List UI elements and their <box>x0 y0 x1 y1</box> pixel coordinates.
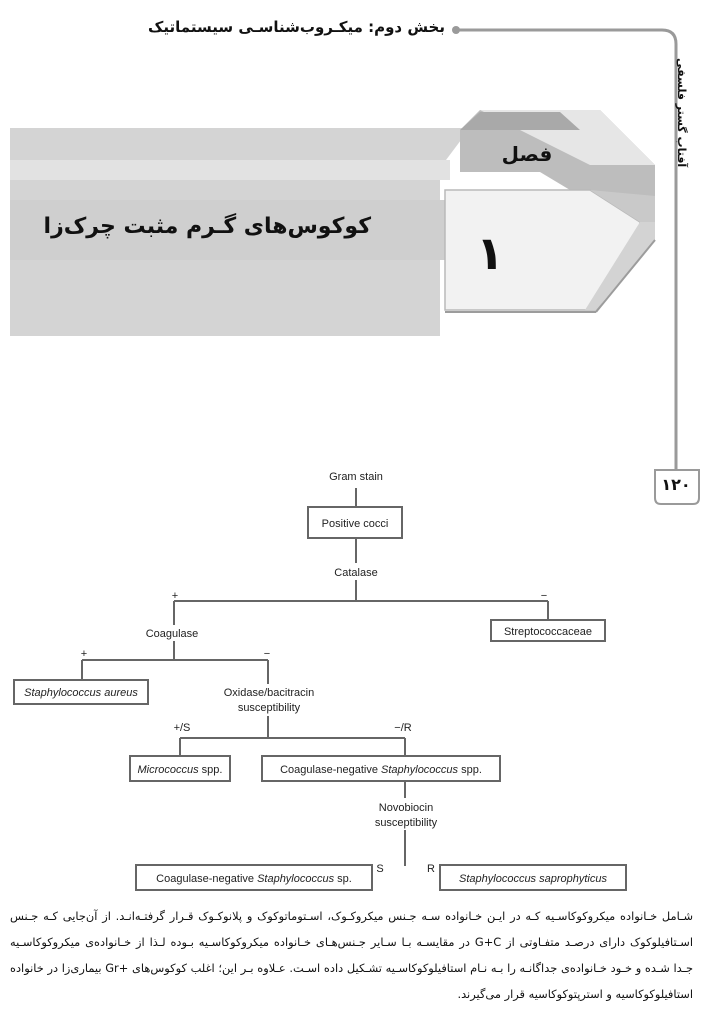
catalase-label: Catalase <box>334 567 378 579</box>
chapter-label: فصل <box>501 142 553 166</box>
novobiocin-label-line2: susceptibility <box>374 817 438 829</box>
paragraph-text: شـامل خـانواده میکروکوکاسـیه کـه در ایـن خـانواده سـه جـنس میکروکـوک، اسـتوماتوکوک و پلانوکـوک قـرار گرفتـه‌انـد. از آن‌جایی کـه جـنس اسـتافیلوکوک دارای درصـد متفـاوتی از G+C در مقایسـه بـا سـایر جـنس‌هـای خـانواده میکروکوکاسـیه بـوده لـذا از خـانواده‌ی میکروکوکاسـیه جـدا شـده و خـود خـانواده‌ی جداگانـه را بـه نـام استافیلوکوکاسـیه تشـکیل داده اسـت. عـلاوه بـر این؛ اغلب کوکوس‌های +Gr بیماری‌زا در خانواده استافیلوکوکاسیه و استرپتوکوکاسیه قرار می‌گیرند. <box>10 909 693 1001</box>
oxidase-negative-sign: −/R <box>394 722 412 734</box>
positive-cocci-label: Positive cocci <box>321 518 389 530</box>
novobiocin-label-line1: Novobiocin <box>378 802 434 814</box>
page-number: ۱۲۰ <box>661 475 691 494</box>
coagulase-positive-sign: + <box>80 648 88 660</box>
saprophyticus-label: Staphylococcus saprophyticus <box>459 873 607 885</box>
streptococcaceae-label: Streptococcaceae <box>503 626 593 638</box>
oxidase-label-line1: Oxidase/bacitracin <box>223 687 315 699</box>
oxidase-positive-sign: +/S <box>173 722 191 734</box>
part-title: بخش دوم: میکـروب‌شناسـی سیستماتیک <box>148 18 445 36</box>
coagulase-label: Coagulase <box>145 628 199 640</box>
cns-sp-label: Coagulase-negative Staphylococcus sp. <box>156 873 352 885</box>
coagulase-negative-sign: − <box>263 648 271 660</box>
cns-spp-label: Coagulase-negative Staphylococcus spp. <box>280 764 482 776</box>
catalase-negative-sign: − <box>540 590 548 602</box>
side-label: آفتاب گستر فلسفی <box>675 58 688 168</box>
chapter-title: کوکوس‌های گـرم مثبت چرک‌زا <box>43 214 371 239</box>
body-paragraph <box>10 903 693 1007</box>
gram-stain-label: Gram stain <box>329 471 383 483</box>
catalase-positive-sign: + <box>171 590 179 602</box>
micrococcus-label: Micrococcus spp. <box>137 764 223 776</box>
novobiocin-sensitive-label: S <box>376 863 384 875</box>
chapter-number: ۱ <box>475 226 505 280</box>
novobiocin-resistant-label: R <box>427 863 435 875</box>
staph-aureus-label: Staphylococcus aureus <box>24 687 138 699</box>
oxidase-label-line2: susceptibility <box>237 702 301 714</box>
